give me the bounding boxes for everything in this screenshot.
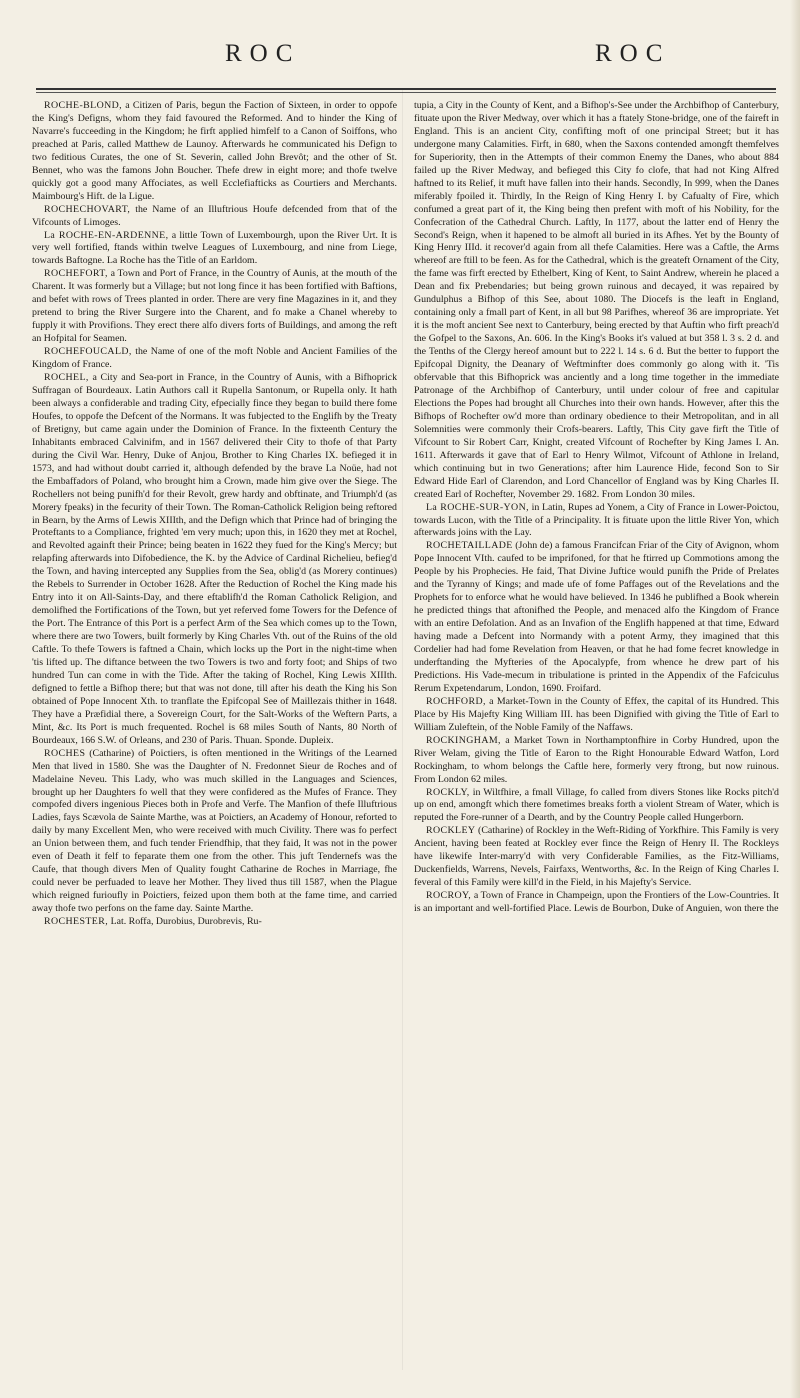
dictionary-entry	[414, 735, 779, 787]
right-column	[414, 100, 779, 1370]
dictionary-entry	[414, 696, 779, 735]
entry-headword: ROCHEFOUCALD,	[44, 346, 132, 358]
entry-headword: ROCHE-BLOND,	[44, 100, 123, 111]
entry-text: a little Town of Luxembourgh, upon the River Urt. It is very well fortified, ftands within twelve Leagues of Luxembourg, and nine from Liege, towards Baftogne. La Roche has the Title of an Earldom.	[32, 229, 397, 267]
entry-headword: ROCROY,	[426, 890, 472, 902]
dictionary-entry	[32, 372, 397, 748]
entry-text: a Citizen of Paris, begun the Faction of Sixteen, in order to oppofe the King's Defigns, whom they faid favoured the Reformed. And to hinder the King of Navarre's fucceeding in the Kingdom; he firft applied himfelf to a Canon of Soiffons, who preached at Paris, called Matthew de Launoy. Afterwards he communicated his Defign to two feditious Curates, the one of St. Severin, called John Brevôt; and the other of St. Bennet, who was the famons John Boucher. Thefe drew in eight more; and thofe twelve quickly got a good many Affociates, as well Ecclefiafticks as Courtiers and Merchants. Maimbourg's Hift. de la Ligue.	[32, 100, 397, 202]
entry-text: a Market Town in Northamptonfhire in Corby Hundred, upon the River Welam, giving the Title of Earon to the Right Honourable Edward Watfon, Lord Rockingham, to whom belongs the Caftle here, formerly very ftrong, but now ruinous. From London 62 miles.	[414, 734, 779, 785]
entry-headword: ROCHECHOVART,	[44, 203, 131, 215]
entry-text: a Town of France in Champeign, upon the Frontiers of the Low-Countries. It is an important and well-fortified Place. Lewis de Bourbon, Duke of Anguien, won there the	[414, 890, 779, 915]
entry-headword: ROCHEFORT,	[44, 268, 108, 280]
entry-text: (John de) a famous Francifcan Friar of the City of Avignon, whom Pope Innocent VIth. caufed to be imprifoned, for that he ftirred up Commotions among the People by his Prophecies. He faid, That Divine Juftice would punifh the Pride of Prelates and the Tyranny of Kings; and made ufe of fome Paffages out of the Revelations and the Prophets for to enforce what he would have believed. In 1346 he publifhed a Book wherein he predicted things that aftonifhed the People, and menaced alfo the Kingdom of France with an entire Defolation. And as an Invafion of the Englifh happened at that time, Edward having made a Defcent into Normandy with a potent Army, they imagined that this Cordelier had had fome Revelation from Heaven, or that he had fome fecret knowledge in underftanding the Myfteries of the Apocalypfe, from whence he drew part of his Predictions. His Vade-mecum in tribulatione is printed in the Appendix of the Fafciculus Rerum Expetendarum, London, 1690. Froifard.	[414, 540, 779, 694]
header-rule	[36, 88, 776, 90]
entry-text: (Catharine) of Poictiers, is often mentioned in the Writings of the Learned Men that lived in 1580. She was the Daughter of N. Fredonnet Sieur de Roches and of Madelaine Neveu. This Lady, who was much skilled in the Languages and Sciences, brought up her Daughters fo well that they were confidered as the Mufes of France. They compofed divers ingenious Pieces both in Profe and Verfe. The Manfion of thefe Illuftrious Ladies, fays Scævola de Sainte Marthe, was at Poictiers, an Academy of Honour, reforted to daily by many Excellent Men, who were received with much Civility. There was fo perfect an Union between them, and fuch tender Friendfhip, that they faid, It was not in the power even of Death it felf to feparate them one from the other. This juft Tendernefs was the Caufe, that though divers Men of Quality fought Catharine de Roches in Marriage, fhe could never be perfuaded to leave her Mother. They lived thus till 1587, when the Plague which reigned furioufly in Poictiers, feized upon them both at the fame time, and carried away thofe two perfons on the fame day. Sainte Marthe.	[32, 747, 397, 915]
header-rule-thin	[36, 92, 776, 93]
dictionary-entry	[32, 748, 397, 916]
entry-headword: ROCHFORD,	[426, 695, 486, 707]
entry-headword: La ROCHE-SUR-YON,	[426, 501, 529, 513]
entry-headword: ROCHETAILLADE	[426, 540, 513, 552]
dictionary-entry	[414, 890, 779, 916]
dictionary-entry	[32, 268, 397, 346]
entry-headword: ROCKINGHAM,	[426, 734, 501, 746]
entry-text: in Wiltfhire, a fmall Village, fo called from divers Stones like Rocks pitch'd up on end, amongft which there fometimes breaks forth a violent Stream of Water, which is reputed the Fore-runner of a Dearth, and by the Country People called Hungerborn.	[414, 786, 779, 824]
entry-headword: ROCHES	[44, 747, 86, 759]
running-head-left: ROC	[225, 40, 301, 67]
entry-text: a Market-Town in the County of Effex, the capital of its Hundred. This Place by His Majefty King William III. has been Dignified with giving the Title of Earl to William Zuleftein, of the Noble Family of the Naffaws.	[414, 695, 779, 733]
running-head-right: ROC	[595, 40, 671, 67]
dictionary-entry	[414, 825, 779, 890]
entry-headword: ROCKLEY	[426, 825, 476, 837]
entry-text: the Name of one of the moft Noble and Ancient Families of the Kingdom of France.	[32, 346, 397, 371]
dictionary-entry	[32, 100, 397, 204]
entry-text: Lat. Roffa, Durobius, Durobrevis, Ru-	[110, 916, 262, 928]
dictionary-entry	[414, 787, 779, 826]
left-column	[32, 100, 397, 1370]
dictionary-entry	[414, 540, 779, 695]
entry-text: a City and Sea-port in France, in the Country of Aunis, with a Bifhoprick Suffragan of Bourdeaux. Latin Authors call it Rupella Santonum, or Rupella only. It hath been always a confiderable and trading City, efpecially fince they began to build there fome Houfes, to oppofe the Defcent of the Normans. It was fubjected to the Englifh by the Treaty of Bretigny, but came again under the Dominion of France. In the fixteenth Century the Inhabitants embraced Calvinifm, and in 1567 delivered their City to thofe of that Party during the Civil War. Henry, Duke of Anjou, Brother to King Charles IX. befieged it in 1573, and had without doubt carried it, although defended by the brave La Noüe, had not the Embaffadors of Poland, who brought him a Crown, made him give over the Siege. The Rochellers not being punifh'd for their Revolt, grew hardy and obftinate, and Triumph'd (as Morery fpeaks) in the fecurity of their Town. The Roman-Catholick Religion being reftored in Bearn, by the Arms of Lewis XIIIth, and the Defign which that Prince had of bringing the Proteftants to a Compliance, frighted 'em very much; upon this, in 1620 they met at Rochel, and Revolted againft their Prince; being beaten in 1622 they fued for the King's Mercy; but relapfing afterwards into Difobedience, the K. by the Advice of Cardinal Richelieu, befieg'd the Town, and having intercepted any Supplies from the Sea, oblig'd (as Morery continues) the Rebels to Surrender in October 1628. After the Reduction of Rochel the King made his Entry into it on All-Saints-Day, and there eftablifh'd the Roman Catholick Religion, and demolifhed the Fortifications of the Town, but yet referved fome Towers for the Defence of the Port. The Entrance of this Port is a perfect Arm of the Sea which comes up to the Town, where there are two Towers, built formerly by King Charles Vth. out of the Ruins of the old Caftle. To thefe Towers is faftned a Chain, which locks up the Port in the night-time when 'tis lifted up. The diftance between the two Towers is two and forty foot; and Ships of two hundred Tun can come in with the Tide. After the taking of Rochel, King Lewis XIIIth. defigned to fettle a Bifhop there; but that was not done, till after his death the King his Son obtained of Pope Innocent Xth. to tranflate the Epifcopal See of Maillezais thither in 1648. They have a Præfidial there, a Sovereign Court, for the Salt-Works of the Weftern Parts, a Mint, &c. Its Port is much frequented. Rochel is 68 miles South of Nants, 80 North of Bourdeaux, 166 S.W. of Orleans, and 230 of Paris. Thuan. Sponde. Dupleix.	[32, 372, 397, 746]
entry-text: a Town and Port of France, in the Country of Aunis, at the mouth of the Charent. It was formerly but a Village; but not long fince it has been fortified with Baftions, and befet with rows of Trees planted in order. There are very fine Magazines in it, and they pretend to bring the River Surgere into the Charent, and fo make a Chanel whereby to fupply it with Provifions. They erect there alfo divers forts of Buildings, and among the reft an Hofpital for Seamen.	[32, 268, 397, 345]
entry-text: tupia, a City in the County of Kent, and a Bifhop's-See under the Archbifhop of Canterbury, fituate upon the River Medway, over which it has a ftately Stone-bridge, one of the faireft in England. This is an ancient City, confifting moft of one principal Street; but it has undergone many Calamities. Firft, in 680, when the Saxons contended amongft themfelves for Superiority, then in the Attempts of their common Enemy the Danes, who about 884 failed up the River Medway, and befieged this City fo clofe, that had not King Alfred haftned to its Relief, it muft have fallen into their hands. Secondly, In 999, when the Danes miferably fpoiled it. Thirdly, In the Reign of King Henry I. by Cafualty of Fire, which confumed a great part of it, the King being then prefent with moft of his Nobility, for the Confecration of the Cathedral Church. Laftly, In 1177, about the latter end of Henry the Second's Reign, when it hapened to be almoft all buried in its Afhes. Yet by the Bounty of King Henry IIId. it recover'd again from all thefe Calamities. Here was a Caftle, the Arms whereof are ftill to be feen. As for the Cathedral, which is the greateft Ornament of the City, the fame was firft erected by Ethelbert, King of Kent, to Saint Andrew, wherein he placed a Dean and fix Prebendaries; but being grown ruinous and decayed, it was repaired by Gundulphus a Bifhop of this See, about 1080. The Diocefs is the leaft in England, containing only a fmall part of Kent, in all but 98 Parifhes, whereof 36 are impropriate. Yet it is the moft ancient See next to Canterbury, being erected by that Auftin who firft preach'd the Gofpel to the Saxons, An. 606. In the King's Books it's valued at but 358 l. 3 s. 2 d. and the Tenths of the Clergy hereof amount but to 222 l. 14 s. 6 d. But the better to fupport the Epifcopal Dignity, the Deanary of Weftminfter does commonly go along with it. 'Tis obfervable that this Bifhoprick was anciently and a long time together in the immediate Patronage of the Archbifhop of Canterbury, until under colour of free and capitular Elections the Popes had brought all Churches into their own hands. However, after this the Bifhops of Rochefter ow'd more than ordinary obedience to their Metropolitan, and in all Solemnities were commonly their Crofs-bearers. Laftly, This City gave firft the Title of Vifcount to Sir Robert Carr, Knight, created Vifcount of Rochefter by King James I. An. 1611. Afterwards it gave that of Earl to Henry Wilmot, Vifcount of Athlone in Ireland, which continuing but in two Generations; after him Laurence Hide, fecond Son to Sir Edward Hide Earl of Clarendon, and Lord Chancellor of England was by King Charles II. created Earl of Rochefter, November 29. 1682. From London 30 miles.	[414, 100, 779, 500]
dictionary-entry	[32, 346, 397, 372]
dictionary-entry	[414, 502, 779, 541]
entry-headword: La ROCHE-EN-ARDENNE,	[44, 229, 169, 241]
page-edge-shadow	[790, 0, 800, 1398]
entry-text: in Latin, Rupes ad Yonem, a City of France in Lower-Poictou, towards Lucon, with the Title of a Principality. It is fituate upon the little River Yon, which afterwards joins with the Lay.	[414, 501, 779, 539]
dictionary-entry	[32, 204, 397, 230]
entry-text: (Catharine) of Rockley in the Weft-Riding of Yorkfhire. This Family is very Ancient, having been feated at Rockley ever fince the Reign of Henry II. The Rockleys have likewife Inter-marry'd with very Confiderable Families, as the Fitz-Williams, Duckenfields, Warrens, Nevels, Fairfaxs, Wentworths, &c. In the Reign of King Charles I. feveral of this Family were kill'd in the Field, in his Majefty's Service.	[414, 825, 779, 889]
dictionary-entry	[32, 916, 397, 929]
entry-headword: ROCKLY,	[426, 786, 470, 798]
dictionary-entry	[32, 230, 397, 269]
column-gutter	[402, 90, 403, 1370]
dictionary-entry	[414, 100, 779, 502]
page-header	[0, 40, 800, 80]
entry-headword: ROCHEL,	[44, 372, 89, 384]
entry-text: the Name of an Illuftrious Houfe defcended from that of the Vifcounts of Limoges.	[32, 203, 397, 228]
entry-headword: ROCHESTER,	[44, 916, 109, 928]
